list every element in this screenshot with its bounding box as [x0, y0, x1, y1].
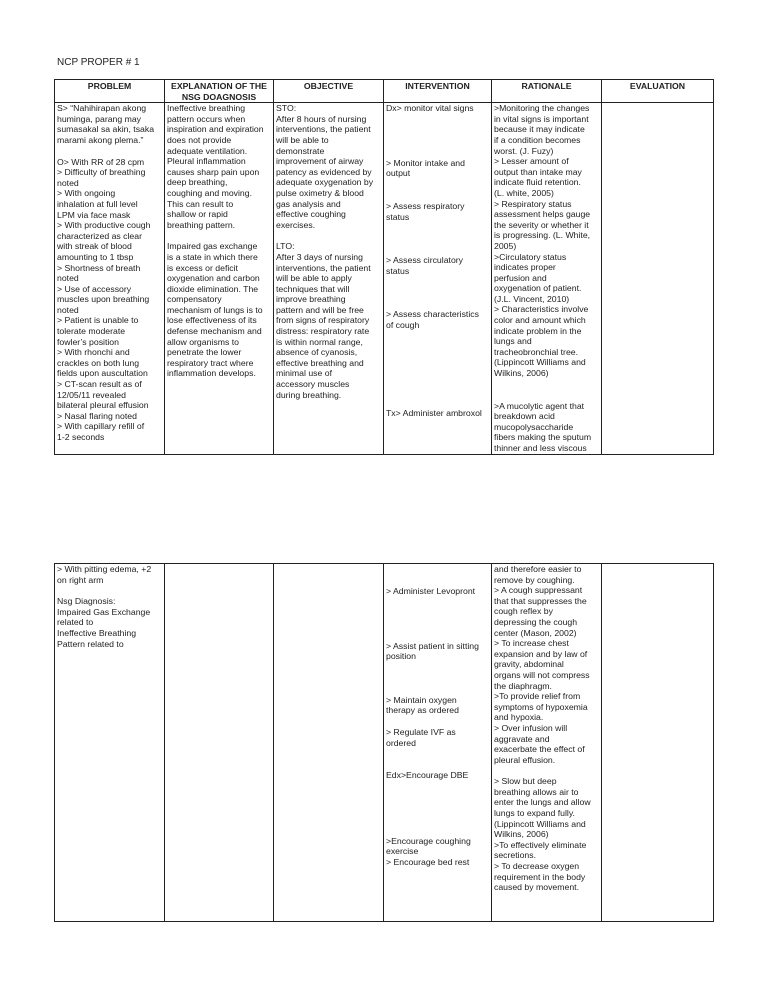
blank-line	[386, 564, 489, 575]
cell-line: > Nasal flaring noted	[57, 410, 137, 421]
cell-line: patency as evidenced by	[276, 166, 372, 177]
cell-line: in vital signs is important	[494, 113, 589, 124]
cell-line: tracheobronchial tree.	[494, 346, 579, 357]
cell-line: Ineffective Breathing	[57, 627, 137, 638]
cell-line: > Assess circulatory	[386, 255, 464, 266]
header-rationale: RATIONALE	[492, 80, 602, 103]
cell-line: position	[386, 651, 416, 662]
cell-line: will be able to apply	[276, 273, 352, 284]
header-evaluation: EVALUATION	[602, 80, 714, 103]
cell-line: pattern and will be free	[276, 304, 364, 315]
cell-line: that that suppresses the	[494, 595, 587, 606]
cell-line: inspiration and expiration	[167, 124, 264, 135]
blank-line	[386, 575, 489, 586]
cell-line: status	[386, 211, 410, 222]
cell-line: characterized as clear	[57, 230, 142, 241]
problem-cell	[55, 103, 165, 454]
cell-line: 1-2 seconds	[57, 432, 105, 442]
cell-line: compensatory	[167, 294, 222, 305]
cell-line: lungs to expand fully.	[494, 808, 575, 819]
cell-line: inhalation at full level	[57, 198, 138, 209]
blank-line	[386, 233, 489, 244]
cell-line: output	[386, 168, 411, 179]
cell-line: pulse oximetry & blood	[276, 187, 364, 198]
cell-line: > Administer Levopront	[386, 586, 476, 596]
rationale-cell	[492, 564, 602, 922]
cell-line: coughing and moving.	[167, 187, 253, 198]
explanation-cell	[165, 564, 274, 922]
cell-line: absence of cyanosis,	[276, 347, 358, 358]
cell-line: respiratory tract where	[167, 357, 254, 368]
cell-line: 12/05/11 revealed	[57, 389, 126, 400]
cell-line: and therefore easier to	[494, 564, 582, 574]
cell-line: enter the lungs and allow	[494, 797, 591, 808]
cell-line: > With productive cough	[57, 220, 151, 231]
blank-line	[386, 298, 489, 309]
blank-line	[386, 825, 489, 836]
cell-line: This can result to	[167, 198, 234, 209]
cell-line: > A cough suppressant	[494, 585, 583, 596]
cell-line: and hypoxia.	[494, 712, 544, 723]
intervention-cell	[384, 103, 492, 454]
intervention-cell	[384, 564, 492, 922]
cell-line: >To provide relief from	[494, 691, 581, 702]
evaluation-cell	[602, 103, 714, 454]
header-intervention: INTERVENTION	[384, 80, 492, 103]
cell-line: allow organisms to	[167, 336, 239, 347]
document-title: NCP PROPER # 1	[57, 57, 140, 68]
cell-line: organs will not compress	[494, 669, 590, 680]
cell-line: interventions, the patient	[276, 124, 371, 135]
blank-line	[386, 136, 489, 147]
cell-line: is progressing. (L. White,	[494, 230, 591, 241]
cell-line: status	[386, 265, 410, 276]
cell-line: amounting to 1 tbsp	[57, 251, 134, 262]
blank-line	[386, 716, 489, 727]
cell-line: oxygenation and carbon	[167, 273, 260, 284]
cell-line: Edx>Encourage DBE	[386, 770, 469, 781]
cell-line: > Encourage bed rest	[386, 856, 470, 867]
cell-line: related to	[57, 617, 94, 628]
cell-line: depressing the cough	[494, 616, 578, 627]
cell-line: S> “Nahihirapan akong	[57, 103, 147, 114]
cell-line: > Assess characteristics	[386, 309, 479, 320]
cell-line: aggravate and	[494, 733, 550, 744]
cell-line: > With rhonchi and	[57, 347, 130, 358]
cell-line: gravity, abdominal	[494, 659, 564, 670]
cell-line: >To effectively eliminate	[494, 839, 587, 850]
cell-line: After 3 days of nursing	[276, 251, 363, 262]
cell-line: remove by coughing.	[494, 574, 575, 585]
blank-line	[386, 125, 489, 136]
blank-line	[386, 673, 489, 684]
blank-line	[386, 630, 489, 641]
cell-line: effective coughing	[276, 209, 346, 220]
cell-line: LPM via face mask	[57, 209, 131, 220]
cell-line: shallow or rapid	[167, 209, 228, 220]
blank-line	[386, 179, 489, 190]
cell-line: adequate oxygenation by	[276, 177, 374, 188]
blank-line	[386, 792, 489, 803]
cell-line: After 8 hours of nursing	[276, 113, 367, 124]
cell-line: because it may indicate	[494, 124, 585, 135]
cell-line: noted	[57, 177, 79, 188]
blank-line	[386, 803, 489, 814]
cell-line: > Regulate IVF as	[386, 726, 456, 737]
cell-line: > To increase chest	[494, 638, 569, 649]
cell-line: expansion and by law of	[494, 648, 588, 659]
cell-line: if a condition becomes	[494, 134, 581, 145]
blank-line	[386, 781, 489, 792]
cell-line: > With ongoing	[57, 188, 116, 199]
blank-line	[386, 276, 489, 287]
cell-line: accessory muscles	[276, 379, 350, 390]
cell-line: > To decrease oxygen	[494, 861, 580, 872]
cell-line: > With pitting edema, +2	[57, 564, 152, 574]
cell-line: Ineffective breathing	[167, 103, 246, 114]
header-problem: PROBLEM	[55, 80, 165, 103]
cell-line: huminga, parang may	[57, 113, 142, 124]
cell-line: does not provide	[167, 134, 232, 145]
evaluation-cell	[602, 564, 714, 922]
cell-line: > CT-scan result as of	[57, 379, 142, 390]
cell-line: crackles on both lung	[57, 357, 140, 368]
cell-line: Pleural inflammation	[167, 156, 246, 167]
cell-line: causes sharp pain upon	[167, 166, 260, 177]
cell-line: indicates proper	[494, 262, 556, 273]
cell-line: penetrate the lower	[167, 347, 242, 358]
cell-line: > Characteristics involve	[494, 304, 589, 315]
cell-line: (Lippincott Williams and	[494, 818, 586, 829]
cell-line: Dx> monitor vital signs	[386, 103, 474, 114]
blank-line	[167, 230, 271, 241]
cell-line: marami akong plema.”	[57, 134, 144, 145]
objective-cell	[274, 564, 384, 922]
cell-line: minimal use of	[276, 368, 333, 379]
cell-line: symptoms of hypoxemia	[494, 701, 588, 712]
cell-line: breathing allows air to	[494, 786, 579, 797]
cell-line: > Assess respiratory	[386, 200, 465, 211]
blank-line	[386, 364, 489, 375]
blank-line	[386, 114, 489, 125]
cell-line: center (Mason, 2002)	[494, 627, 577, 638]
blank-line	[386, 662, 489, 673]
cell-line: dioxide elimination. The	[167, 283, 259, 294]
cell-line: cough reflex by	[494, 606, 553, 617]
cell-line: fields upon auscultation	[57, 368, 148, 379]
blank-line	[386, 608, 489, 619]
cell-line: mucopolysaccharide	[494, 421, 574, 432]
cell-line: worst. (J. Fuzy)	[494, 145, 554, 156]
cell-line: is excess or deficit	[167, 262, 238, 273]
cell-line: breakdown acid	[494, 411, 555, 422]
blank-line	[386, 597, 489, 608]
cell-line: lungs and	[494, 336, 532, 347]
cell-line: >Monitoring the changes	[494, 103, 590, 114]
table-body-row	[55, 564, 714, 922]
cell-line: fowler’s position	[57, 336, 119, 347]
cell-line: > Shortness of breath	[57, 262, 141, 273]
table-header-row	[55, 80, 714, 103]
cell-line: mechanism of lungs is to	[167, 304, 263, 315]
blank-line	[386, 375, 489, 386]
cell-line: > Lesser amount of	[494, 156, 569, 167]
cell-line: color and amount which	[494, 315, 586, 326]
cell-line: exercise	[386, 846, 419, 857]
cell-line: 2005)	[494, 240, 517, 251]
cell-line: techniques that will	[276, 283, 350, 294]
header-explanation: EXPLANATION OF THE NSG DOAGNOSIS	[165, 80, 274, 103]
blank-line	[386, 759, 489, 770]
cell-line: requirement in the body	[494, 871, 586, 882]
blank-line	[386, 397, 489, 408]
cell-line: noted	[57, 304, 79, 315]
cell-line: > Over infusion will	[494, 722, 568, 733]
cell-line: > Maintain oxygen	[386, 694, 457, 705]
cell-line: assessment helps gauge	[494, 209, 591, 220]
blank-line	[494, 390, 599, 401]
cell-line: indicate fluid retention.	[494, 177, 581, 188]
blank-line	[276, 230, 381, 241]
cell-line: is a state in which there	[167, 251, 258, 262]
cell-line: Pattern related to	[57, 638, 124, 649]
cell-line: bilateral pleural effusion	[57, 400, 149, 411]
blank-line	[386, 147, 489, 158]
cell-line: fibers making the sputum	[494, 432, 592, 443]
blank-line	[386, 814, 489, 825]
blank-line	[386, 222, 489, 233]
cell-line: >A mucolytic agent that	[494, 400, 585, 411]
blank-line	[494, 765, 599, 776]
cell-line: distress: respiratory rate	[276, 326, 370, 337]
cell-line: > Difficulty of breathing	[57, 167, 146, 178]
cell-line: interventions, the patient	[276, 262, 371, 273]
cell-line: the diaphragm.	[494, 680, 552, 691]
blank-line	[386, 190, 489, 201]
cell-line: noted	[57, 273, 79, 284]
cell-line: output than intake may	[494, 166, 582, 177]
cell-line: pattern occurs when	[167, 113, 246, 124]
blank-line	[386, 748, 489, 759]
cell-line: thinner and less viscous	[494, 443, 587, 453]
cell-line: Tx> Administer ambroxol	[386, 407, 482, 418]
cell-line: O> With RR of 28 cpm	[57, 156, 145, 167]
cell-line: Nsg Diagnosis:	[57, 596, 116, 607]
cell-line: >Encourage coughing	[386, 835, 471, 846]
blank-line	[386, 331, 489, 342]
blank-line	[494, 379, 599, 390]
cell-line: adequate ventilation.	[167, 145, 248, 156]
cell-line: is within normal range,	[276, 336, 363, 347]
rationale-cell	[492, 103, 602, 454]
cell-line: effective breathing and	[276, 357, 364, 368]
cell-line: ordered	[386, 737, 416, 748]
cell-line: on right arm	[57, 574, 104, 585]
cell-line: pleural effusion.	[494, 754, 556, 765]
cell-line: oxygenation of patient.	[494, 283, 582, 294]
objective-cell	[274, 103, 384, 454]
cell-line: Impaired gas exchange	[167, 241, 258, 252]
ncp-table-page-1	[54, 79, 714, 455]
cell-line: improvement of airway	[276, 156, 364, 167]
cell-line: perfusion and	[494, 272, 547, 283]
cell-line: (L. white, 2005)	[494, 187, 554, 198]
blank-line	[57, 585, 162, 596]
cell-line: therapy as ordered	[386, 705, 459, 716]
cell-line: > Patient is unable to	[57, 315, 139, 326]
cell-line: > Respiratory status	[494, 198, 572, 209]
blank-line	[57, 146, 162, 157]
problem-cell	[55, 564, 165, 922]
cell-line: > Slow but deep	[494, 776, 557, 787]
header-objective: OBJECTIVE	[274, 80, 384, 103]
cell-line: muscles upon breathing	[57, 294, 150, 305]
cell-line: defense mechanism and	[167, 326, 262, 337]
cell-line: sumasakal sa akin, tsaka	[57, 124, 155, 135]
cell-line: from signs of respiratory	[276, 315, 370, 326]
cell-line: (Lippincott Williams and	[494, 357, 586, 368]
cell-line: caused by movement.	[494, 882, 579, 893]
cell-line: Wilkins, 2006)	[494, 368, 549, 379]
cell-line: STO:	[276, 103, 297, 114]
cell-line: tolerate moderate	[57, 326, 126, 337]
blank-line	[386, 287, 489, 298]
cell-line: deep breathing,	[167, 177, 228, 188]
cell-line: lose effectiveness of its	[167, 315, 257, 326]
blank-line	[386, 619, 489, 630]
cell-line: with streak of blood	[57, 241, 132, 252]
cell-line: gas analysis and	[276, 198, 341, 209]
cell-line: >Circulatory status	[494, 251, 567, 262]
cell-line: Wilkins, 2006)	[494, 829, 549, 840]
cell-line: > With capillary refill of	[57, 421, 145, 432]
cell-line: > Use of accessory	[57, 283, 132, 294]
cell-line: LTO:	[276, 241, 295, 252]
blank-line	[386, 353, 489, 364]
cell-line: demonstrate	[276, 145, 325, 156]
blank-line	[386, 684, 489, 695]
cell-line: secretions.	[494, 850, 537, 861]
table-body-row	[55, 103, 714, 454]
blank-line	[386, 386, 489, 397]
cell-line: exacerbate the effect of	[494, 744, 585, 755]
blank-line	[386, 244, 489, 255]
cell-line: of cough	[386, 319, 420, 330]
blank-line	[386, 342, 489, 353]
cell-line: inflammation develops.	[167, 368, 256, 379]
cell-line: > Monitor intake and	[386, 157, 465, 168]
cell-line: exercises.	[276, 219, 316, 230]
explanation-cell	[165, 103, 274, 454]
cell-line: during breathing.	[276, 389, 342, 400]
cell-line: will be able to	[276, 134, 329, 145]
ncp-table-page-2	[54, 563, 714, 922]
cell-line: Impaired Gas Exchange	[57, 606, 151, 617]
cell-line: > Assist patient in sitting	[386, 640, 479, 651]
cell-line: breathing pattern.	[167, 219, 236, 230]
cell-line: improve breathing	[276, 294, 346, 305]
cell-line: (J.L. Vincent, 2010)	[494, 293, 570, 304]
cell-line: the severity or whether it	[494, 219, 589, 230]
cell-line: indicate problem in the	[494, 325, 582, 336]
